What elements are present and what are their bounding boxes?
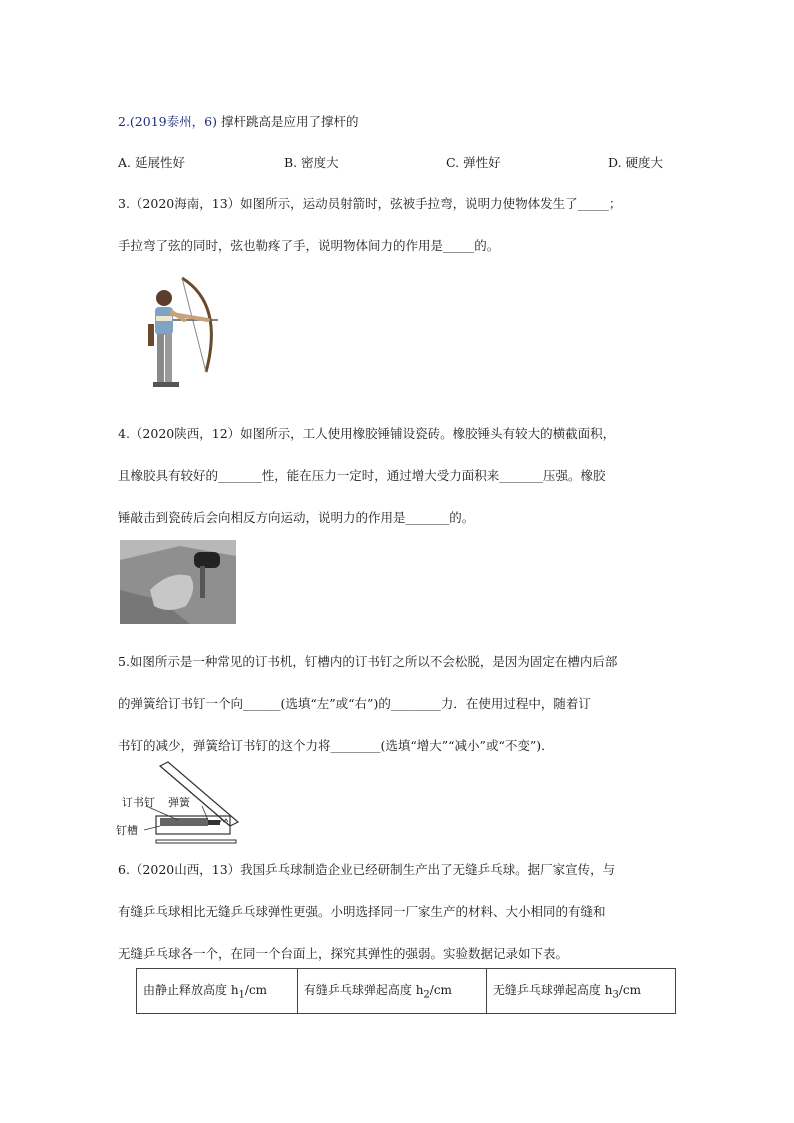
q2-option-d: D. 硬度大	[608, 155, 664, 170]
stapler-label-spring: 弹簧	[168, 796, 190, 809]
q6-line-1: 6.（2020山西，13）我国乒乓球制造企业已经研制生产出了无缝乒乓球。据厂家宣传，与	[118, 862, 616, 877]
stapler-label-staple: 订书钉	[122, 796, 155, 809]
q2-option-a: A. 延展性好	[118, 155, 185, 170]
q3-line-2: 手拉弯了弦的同时，弦也勒疼了手，说明物体间力的作用是_____的。	[118, 238, 500, 253]
q2-option-c: C. 弹性好	[446, 155, 501, 170]
table-header-cell: 由静止释放高度 $h_1/cm$	[137, 969, 298, 1014]
table-header-cell: 无缝乒乓球弹起高度 $h_3/cm$	[486, 969, 675, 1014]
q5-line-1: 5.如图所示是一种常见的订书机，钉槽内的订书钉之所以不会松脱，是因为固定在槽内后部	[118, 654, 618, 669]
q4-line-3: 锤敲击到瓷砖后会向相反方向运动，说明力的作用是_______的。	[118, 510, 475, 525]
stapler-label-groove: 钉槽	[116, 824, 138, 837]
q4-line-2: 且橡胶具有较好的_______性，能在压力一定时，通过增大受力面积来_______压强。橡胶	[118, 468, 606, 483]
q4-line-1: 4.（2020陕西，12）如图所示，工人使用橡胶锤铺设瓷砖。橡胶锤头有较大的横截面积，	[118, 426, 616, 441]
q2-option-b: B. 密度大	[284, 155, 339, 170]
rubber-hammer-photo	[120, 540, 236, 624]
q6-line-3: 无缝乒乓球各一个，在同一个台面上，探究其弹性的强弱。实验数据记录如下表。	[118, 946, 569, 961]
q3-line-1: 3.（2020海南，13）如图所示，运动员射箭时，弦被手拉弯，说明力使物体发生了_____；	[118, 196, 622, 211]
experiment-data-table	[136, 968, 676, 1014]
q2-stem: 撑杆跳高是应用了撑杆的	[220, 114, 359, 129]
q2-line	[118, 112, 358, 130]
q5-line-2: 的弹簧给订书钉一个向______(选填“左”或“右”)的________力．在使用过程中，随着订	[118, 696, 591, 711]
table-header-row	[137, 969, 676, 1014]
q2-source: 2.(2019泰州，6)	[118, 114, 217, 129]
stapler-diagram	[116, 760, 242, 844]
table-header-cell: 有缝乒乓球弹起高度 $h_2/cm$	[297, 969, 486, 1014]
archer-figure	[138, 272, 228, 396]
q6-line-2: 有缝乒乓球相比无缝乒乓球弹性更强。小明选择同一厂家生产的材料、大小相同的有缝和	[118, 904, 606, 919]
q5-line-3: 书钉的减少，弹簧给订书钉的这个力将________(选填“增大”“减小”或“不变”)．	[118, 738, 554, 753]
